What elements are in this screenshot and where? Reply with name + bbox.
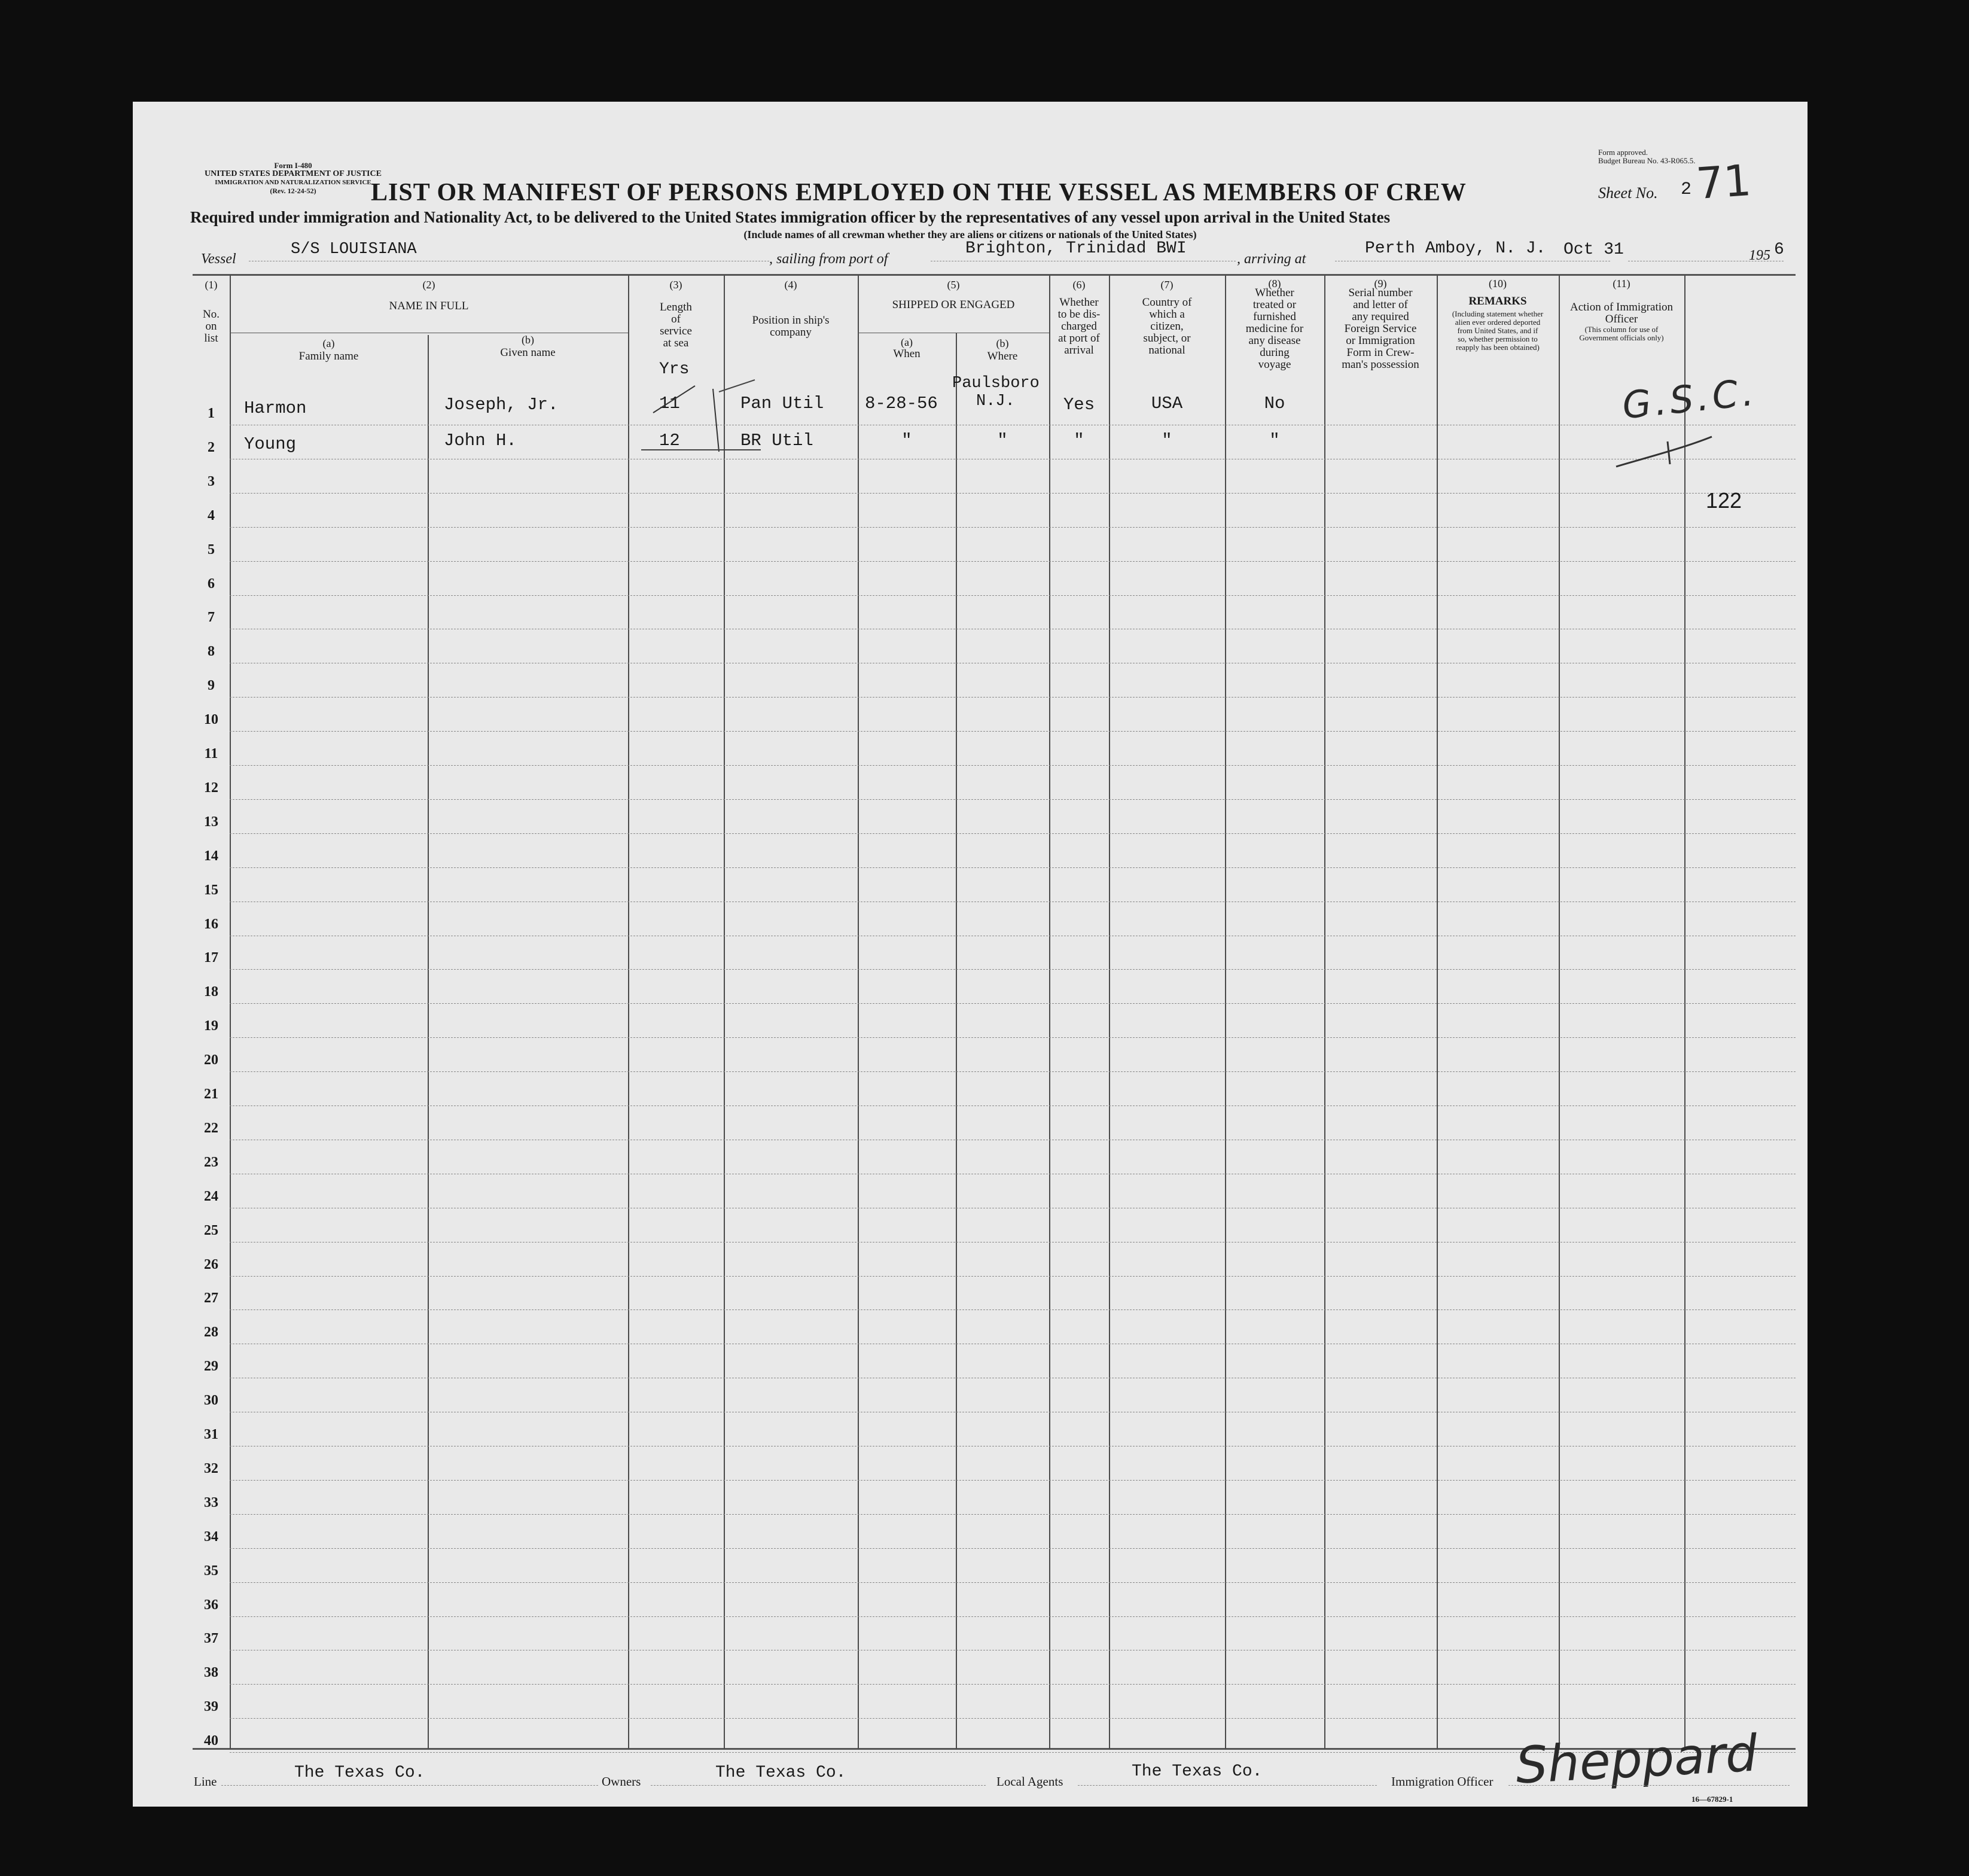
given-name: John H. — [444, 431, 517, 450]
row-number: 27 — [204, 1290, 218, 1306]
col5b-number: (b) — [996, 337, 1009, 349]
col6-number: (6) — [1072, 279, 1086, 291]
row-number: 12 — [204, 779, 218, 796]
row-number: 11 — [204, 746, 218, 762]
row-number: 35 — [204, 1563, 218, 1579]
col2a-header: Family name — [298, 350, 359, 363]
col7-line: citizen, — [1150, 320, 1184, 333]
form-subnote: (Include names of all crewman whether they are aliens or citizens or nationals of the United States) — [743, 229, 1197, 240]
row-number: 20 — [204, 1052, 218, 1068]
row-number: 19 — [204, 1018, 218, 1034]
approval-line1: Form approved. — [1598, 148, 1648, 157]
col3-number: (3) — [669, 279, 682, 291]
row-rule — [230, 799, 1796, 800]
col7-header — [1109, 297, 1225, 357]
col6-line: Whether — [1059, 296, 1099, 309]
shipped-where-line1: Paulsboro — [952, 374, 1040, 392]
row-rule — [230, 969, 1796, 970]
form-number: Form I-480 — [274, 161, 312, 170]
row-number: 23 — [204, 1154, 218, 1170]
col3-units: Yrs — [659, 360, 690, 379]
col3-line: of — [671, 313, 681, 325]
row-number: 18 — [204, 984, 218, 1000]
col1-line: No. — [203, 308, 220, 321]
col11-header — [1559, 302, 1684, 342]
line-label: Line — [194, 1774, 217, 1789]
row-number: 32 — [204, 1460, 218, 1476]
row-number: 9 — [208, 678, 215, 694]
officer-signature: Sheppard — [1514, 1723, 1759, 1795]
col7-line: national — [1148, 344, 1185, 357]
col5-title: SHIPPED OR ENGAGED — [892, 299, 1015, 311]
col4-line: Position in ship's — [752, 314, 830, 327]
col3-line: Length — [660, 301, 692, 313]
officer-initials: G.S.C. — [1620, 370, 1760, 428]
year-prefix: 195 — [1749, 248, 1770, 263]
vessel-label: Vessel — [201, 251, 236, 267]
col10-title: REMARKS — [1468, 295, 1527, 307]
treated: " — [1269, 431, 1280, 450]
year-suffix: 6 — [1774, 240, 1784, 259]
form-header-block — [191, 162, 395, 195]
treated: No — [1264, 394, 1285, 413]
row-number: 29 — [204, 1359, 218, 1375]
family-name: Young — [244, 434, 297, 454]
row-number: 22 — [204, 1120, 218, 1136]
pencil-strokes — [623, 353, 874, 461]
vessel-name: S/S LOUISIANA — [291, 240, 417, 258]
owners-value: The Texas Co. — [715, 1764, 846, 1782]
service-years: 12 — [659, 431, 680, 450]
print-code: 16—67829-1 — [1691, 1795, 1733, 1804]
row-rule — [230, 595, 1796, 596]
col5-number: (5) — [947, 279, 960, 291]
col8-line: any disease — [1248, 334, 1301, 347]
col4-line: company — [770, 326, 812, 339]
col2a-number: (a) — [322, 337, 335, 349]
officer-check-mark — [1610, 425, 1718, 473]
col5a-number: (a) — [901, 336, 913, 348]
table-top-rule — [193, 274, 1796, 276]
row-rule — [230, 1071, 1796, 1072]
col1-line: on — [205, 320, 217, 333]
col9-line: Serial number — [1348, 287, 1413, 299]
row-number: 26 — [204, 1256, 218, 1272]
col10-line: from United States, and if — [1457, 326, 1538, 335]
row-number: 16 — [204, 916, 218, 932]
col6-line: to be dis- — [1057, 308, 1101, 321]
col9-header — [1324, 287, 1437, 371]
row-number: 2 — [208, 439, 215, 455]
col1-line: list — [204, 332, 218, 345]
col10-line: alien ever ordered deported — [1455, 318, 1541, 327]
col1-header — [193, 309, 230, 345]
row-number: 6 — [208, 575, 215, 592]
officer-label: Immigration Officer — [1391, 1774, 1493, 1789]
col6-line: charged — [1061, 320, 1097, 333]
row-number: 34 — [204, 1528, 218, 1545]
col9-line: or Immigration — [1346, 334, 1415, 347]
service: IMMIGRATION AND NATURALIZATION SERVICE — [215, 179, 371, 186]
row-number: 33 — [204, 1494, 218, 1510]
row-rule — [230, 867, 1796, 868]
row-number: 10 — [204, 712, 218, 728]
agents-value: The Texas Co. — [1132, 1762, 1263, 1781]
sheet-label: Sheet No. — [1598, 184, 1658, 202]
row-rule — [230, 527, 1796, 528]
col6-line: at port of — [1058, 332, 1100, 345]
col11-line: (This column for use of — [1584, 325, 1659, 334]
col4-number: (4) — [784, 279, 797, 291]
row-number: 31 — [204, 1427, 218, 1442]
row-rule — [230, 1276, 1796, 1277]
col11-line: Officer — [1605, 313, 1638, 325]
row-rule — [230, 1582, 1796, 1583]
col7-number: (7) — [1160, 279, 1174, 291]
revision: (Rev. 12-24-52) — [270, 187, 316, 195]
row-rule — [230, 731, 1796, 732]
col8-header — [1225, 287, 1324, 371]
manifest-sheet — [133, 102, 1808, 1807]
col5b-header: Where — [987, 350, 1018, 363]
row-number: 13 — [204, 814, 218, 830]
shipped-where-line2: " — [997, 431, 1008, 450]
shipped-when: 8-28-56 — [865, 394, 938, 413]
col2b-header: Given name — [500, 346, 556, 359]
shipped-where-line2: N.J. — [976, 392, 1015, 410]
col9-line: man's possession — [1342, 358, 1419, 371]
col7-line: which a — [1149, 308, 1185, 321]
col8-line: Whether — [1255, 287, 1294, 299]
row-number: 21 — [204, 1086, 218, 1102]
col3-line: at sea — [663, 337, 689, 349]
col10-number: (10) — [1489, 278, 1507, 290]
country: " — [1162, 431, 1172, 450]
position: Pan Util — [740, 394, 824, 413]
row-rule — [230, 1309, 1796, 1310]
department: UNITED STATES DEPARTMENT OF JUSTICE — [205, 169, 382, 178]
form-title: LIST OR MANIFEST OF PERSONS EMPLOYED ON THE VESSEL AS MEMBERS OF CREW — [371, 179, 1467, 206]
col6-header — [1049, 297, 1109, 357]
row-rule — [230, 765, 1796, 766]
col11-line: Action of Immigration — [1569, 301, 1674, 313]
country: USA — [1151, 394, 1183, 413]
col8-number: (8) — [1268, 278, 1281, 290]
row-number: 30 — [204, 1393, 218, 1409]
row-rule — [230, 833, 1796, 834]
col5a-header: When — [893, 348, 921, 360]
col9-line: any required — [1352, 310, 1409, 323]
col9-line: and letter of — [1353, 299, 1408, 311]
row-number: 17 — [204, 950, 218, 966]
approval-block — [1598, 148, 1695, 165]
row-rule — [230, 1514, 1796, 1515]
row-rule — [230, 1037, 1796, 1038]
owners-label: Owners — [602, 1774, 641, 1789]
col11-line: Government officials only) — [1579, 333, 1664, 342]
form-subtitle: Required under immigration and Nationality Act, to be delivered to the United States immigration officer by the representatives of any vessel upon arrival in the United States — [190, 208, 1391, 226]
sheet-number: 2 — [1681, 179, 1692, 200]
col10-header — [1437, 310, 1559, 352]
col2-title: NAME IN FULL — [389, 300, 469, 312]
family-name: Harmon — [244, 398, 307, 418]
row-number: 4 — [208, 507, 215, 523]
row-rule — [230, 1684, 1796, 1685]
col8-line: furnished — [1253, 310, 1296, 323]
col8-line: voyage — [1258, 358, 1291, 371]
col4-header — [724, 315, 858, 339]
row-rule — [230, 1718, 1796, 1719]
sheet-handwritten-number: 71 — [1694, 154, 1753, 209]
col9-line: Form in Crew- — [1346, 346, 1415, 359]
discharged: Yes — [1063, 395, 1095, 415]
row-number: 3 — [208, 473, 215, 489]
row-rule — [230, 1003, 1796, 1004]
given-name: Joseph, Jr. — [444, 395, 559, 415]
col8-line: during — [1260, 346, 1290, 359]
col9-number: (9) — [1374, 278, 1387, 290]
col11-number: (11) — [1613, 278, 1630, 290]
row-rule — [230, 1480, 1796, 1481]
col3-header — [628, 302, 724, 349]
col6-line: arrival — [1064, 344, 1094, 357]
approval-line2: Budget Bureau No. 43-R065.5. — [1598, 156, 1696, 165]
sailing-port: Brighton, Trinidad BWI — [965, 239, 1187, 258]
line-value: The Texas Co. — [294, 1764, 425, 1782]
col10-line: reapply has been obtained) — [1456, 343, 1540, 352]
row-number: 37 — [204, 1631, 218, 1647]
row-number: 28 — [204, 1324, 218, 1341]
row-rule — [230, 493, 1796, 494]
row-number: 5 — [208, 541, 215, 558]
col8-line: treated or — [1252, 299, 1297, 311]
col8-line: medicine for — [1245, 322, 1304, 335]
row-number: 8 — [208, 644, 215, 660]
row-rule — [230, 1616, 1796, 1617]
discharged: " — [1074, 431, 1084, 450]
col3-line: service — [660, 325, 692, 337]
row-number: 1 — [208, 406, 215, 421]
col2-number: (2) — [422, 279, 435, 291]
row-rule — [230, 1548, 1796, 1549]
row-number: 14 — [204, 848, 218, 864]
row-number: 39 — [204, 1699, 218, 1715]
col9-line: Foreign Service — [1344, 322, 1417, 335]
shipped-when: " — [901, 431, 912, 450]
col7-line: subject, or — [1143, 332, 1191, 345]
col10-line: so, whether permission to — [1458, 334, 1538, 343]
col1-number: (1) — [205, 279, 218, 291]
position: BR Util — [740, 431, 813, 450]
row-number: 15 — [204, 882, 218, 898]
service-years: 11 — [659, 394, 680, 413]
col7-line: Country of — [1142, 296, 1192, 309]
row-number: 38 — [204, 1665, 218, 1681]
col2b-number: (b) — [522, 334, 534, 346]
col10-line: (Including statement whether — [1452, 309, 1544, 318]
row-number: 40 — [204, 1733, 218, 1749]
sailing-label: , sailing from port of — [769, 251, 888, 267]
arrival-port: Perth Amboy, N. J. — [1365, 239, 1546, 258]
row-rule — [230, 697, 1796, 698]
agents-label: Local Agents — [996, 1774, 1063, 1789]
row-number: 7 — [208, 610, 215, 626]
row-number: 24 — [204, 1188, 218, 1204]
arriving-label: , arriving at — [1237, 251, 1306, 267]
officer-count: 122 — [1706, 488, 1742, 513]
row-number: 25 — [204, 1222, 218, 1238]
arrival-date: Oct 31 — [1563, 240, 1624, 259]
row-rule — [230, 561, 1796, 562]
row-number: 36 — [204, 1597, 218, 1613]
